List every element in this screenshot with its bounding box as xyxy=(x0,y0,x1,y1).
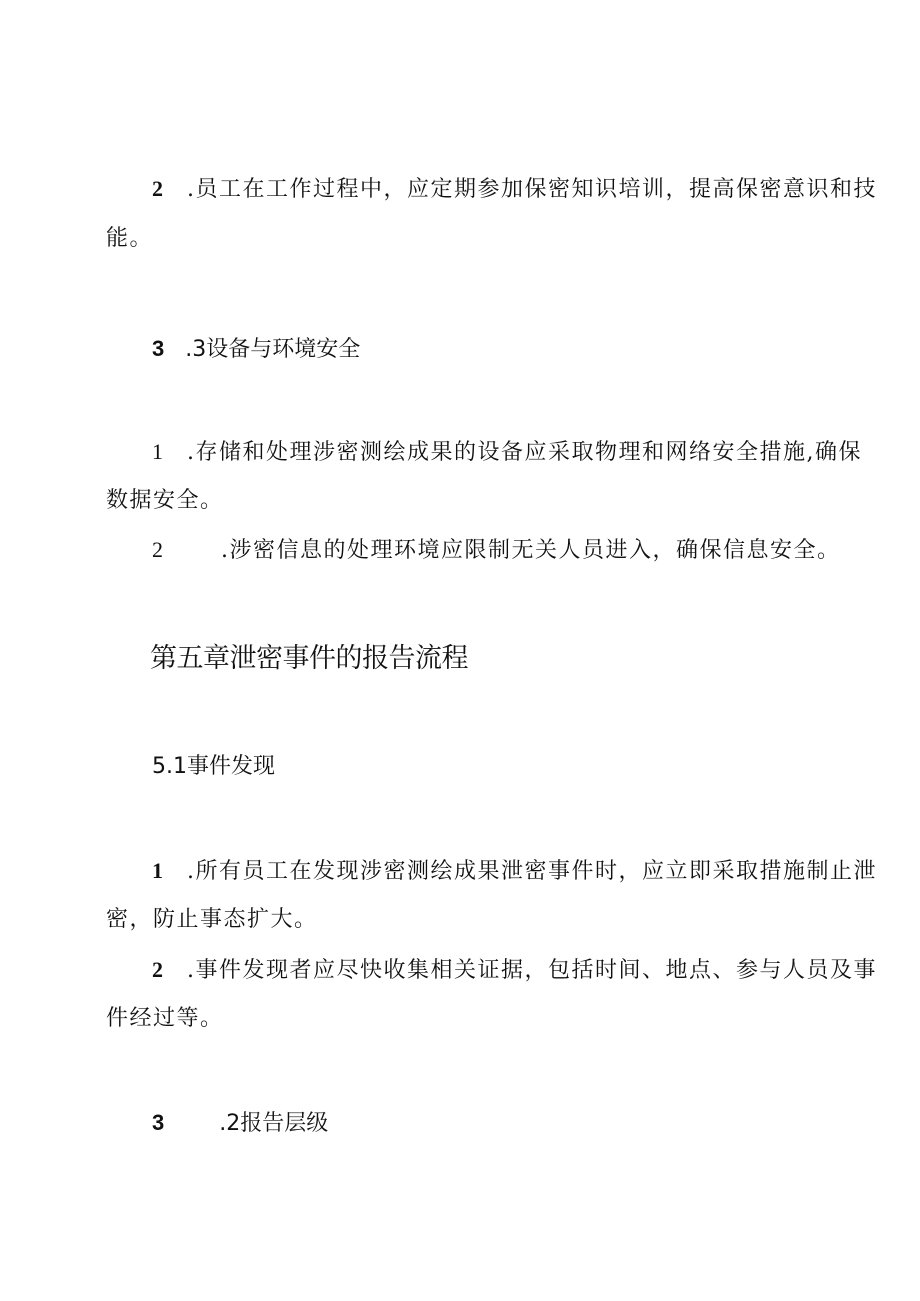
heading-text: .2报告层级 xyxy=(219,1111,329,1136)
chapter-title: 第五章泄密事件的报告流程 xyxy=(150,643,468,674)
section-heading-reporting-levels xyxy=(152,1108,328,1139)
paragraph-training-line1 xyxy=(152,174,877,205)
paragraph-device-security-line2 xyxy=(106,486,224,516)
list-number: 2 xyxy=(152,176,165,201)
heading-number: 3 xyxy=(152,1110,165,1135)
paragraph-discovery-line2 xyxy=(106,905,318,935)
paragraph-text: .存储和处理涉密测绘成果的设备应采取物理和网络安全措施,确保 xyxy=(187,440,862,465)
paragraph-device-security-line1 xyxy=(152,437,862,468)
paragraph-text: 件经过等。 xyxy=(106,1006,224,1031)
section-heading-3-3 xyxy=(152,334,360,365)
paragraph-evidence-line1 xyxy=(152,955,877,986)
list-number: 1 xyxy=(152,439,165,464)
paragraph-environment-line1 xyxy=(152,535,841,566)
paragraph-text: .事件发现者应尽快收集相关证据，包括时间、地点、参与人员及事 xyxy=(187,958,877,983)
list-number: 2 xyxy=(152,537,165,562)
heading-number: 3 xyxy=(152,336,165,361)
list-number: 1 xyxy=(152,858,165,883)
heading-text: 5.1事件发现 xyxy=(152,754,275,779)
paragraph-text: 密，防止事态扩大。 xyxy=(106,907,318,932)
paragraph-text: 能。 xyxy=(106,226,154,251)
list-number: 2 xyxy=(152,957,165,982)
paragraph-discovery-line1 xyxy=(152,856,877,887)
paragraph-text: .所有员工在发现涉密测绘成果泄密事件时，应立即采取措施制止泄 xyxy=(187,859,877,884)
paragraph-training-line2 xyxy=(106,224,153,254)
paragraph-text: .涉密信息的处理环境应限制无关人员进入，确保信息安全。 xyxy=(221,538,841,563)
paragraph-evidence-line2 xyxy=(106,1004,224,1034)
paragraph-text: .员工在工作过程中，应定期参加保密知识培训，提高保密意识和技 xyxy=(187,177,877,202)
paragraph-text: 数据安全。 xyxy=(106,488,224,513)
section-heading-5-1 xyxy=(152,752,275,782)
heading-text: .3设备与环境安全 xyxy=(185,337,361,362)
